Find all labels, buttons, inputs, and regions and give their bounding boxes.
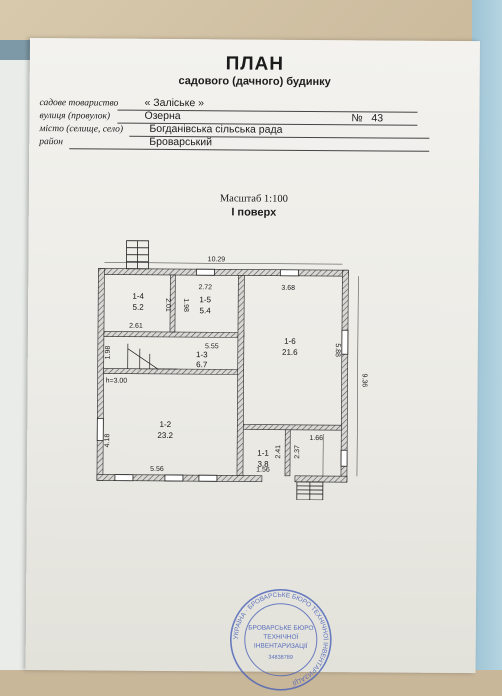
upper-stairs bbox=[126, 241, 148, 269]
room-labels bbox=[131, 292, 298, 469]
room-1-6-id: 1-6 bbox=[284, 337, 296, 346]
floor-label: I поверх bbox=[29, 205, 479, 220]
plan-sheet bbox=[26, 38, 480, 673]
room-1-1-id: 1-1 bbox=[257, 449, 269, 458]
dimension-4-18: 4.18 bbox=[104, 434, 111, 448]
dimension-2-37: 2.37 bbox=[294, 445, 301, 459]
dimension-2-72: 2.72 bbox=[198, 284, 212, 291]
dimension-5-56: 5.56 bbox=[150, 466, 164, 473]
field-value-street: Озерна bbox=[144, 110, 180, 122]
dimension-1-98-top: 1.98 bbox=[182, 298, 189, 312]
field-number-value: 43 bbox=[371, 112, 383, 124]
field-label-district: район bbox=[39, 137, 63, 147]
room-1-1-area: 3.8 bbox=[257, 460, 269, 469]
dimension-5-55: 5.55 bbox=[205, 343, 219, 350]
document-title: ПЛАН bbox=[30, 52, 480, 77]
official-stamp bbox=[225, 584, 336, 695]
stamp-line-1: БРОВАРСЬКЕ БЮРО bbox=[248, 625, 313, 632]
dimension-1-98-left: 1.98 bbox=[105, 346, 112, 360]
dimension-1-56: 1.56 bbox=[256, 467, 270, 474]
room-1-2-area: 23.2 bbox=[157, 431, 173, 440]
field-number-label: № bbox=[351, 112, 362, 124]
room-1-5-id: 1-5 bbox=[199, 295, 211, 304]
dimension-labels bbox=[104, 256, 369, 475]
dimension-overall-depth: 9.36 bbox=[361, 374, 368, 388]
dimension-2-61: 2.61 bbox=[129, 323, 143, 330]
field-label-city: місто (селище, село) bbox=[39, 124, 123, 135]
entrance-stairs bbox=[297, 482, 323, 500]
room-1-2-id: 1-2 bbox=[159, 420, 171, 429]
stamp-line-3: ІНВЕНТАРИЗАЦІЇ bbox=[254, 642, 308, 650]
field-value-city: Богданівська сільська рада bbox=[149, 123, 282, 136]
document-subtitle: садового (дачного) будинку bbox=[30, 74, 480, 89]
field-value-garden-society: « Заліське » bbox=[145, 97, 205, 109]
floor-plan bbox=[87, 218, 369, 500]
interior-stairs bbox=[128, 344, 178, 369]
room-1-4-area: 5.2 bbox=[133, 303, 145, 312]
field-label-garden-society: садове товариство bbox=[40, 98, 119, 109]
dimension-2-01: 2.01 bbox=[164, 298, 171, 312]
room-1-3-id: 1-3 bbox=[196, 350, 208, 359]
stamp-code: 34838789 bbox=[268, 655, 293, 661]
stamp-line-2: ТЕХНІЧНОЇ bbox=[263, 633, 298, 641]
stamp-ring-text: УКРАЇНА · БРОВАРСЬКЕ БЮРО ТЕХНІЧНОЇ ІНВЕНТАРИЗАЦІЇ bbox=[232, 591, 330, 687]
room-1-5-area: 5.4 bbox=[200, 306, 212, 315]
room-1-6-area: 21.6 bbox=[282, 348, 298, 357]
field-value-district: Броварський bbox=[149, 136, 212, 148]
dimension-5-88: 5.88 bbox=[334, 343, 341, 357]
dimension-2-41: 2.41 bbox=[275, 445, 282, 459]
room-1-3-area: 6.7 bbox=[196, 360, 208, 369]
room-1-4-id: 1-4 bbox=[132, 292, 144, 301]
field-line bbox=[69, 148, 429, 152]
dimension-1-66: 1.66 bbox=[309, 435, 323, 442]
scale-label: Масштаб 1:100 bbox=[29, 192, 479, 206]
height-note: h=3.00 bbox=[106, 378, 128, 385]
dimension-overall-width: 10.29 bbox=[208, 256, 226, 263]
dimension-3-68: 3.68 bbox=[281, 285, 295, 292]
field-label-street: вулиця (провулок) bbox=[39, 111, 110, 121]
